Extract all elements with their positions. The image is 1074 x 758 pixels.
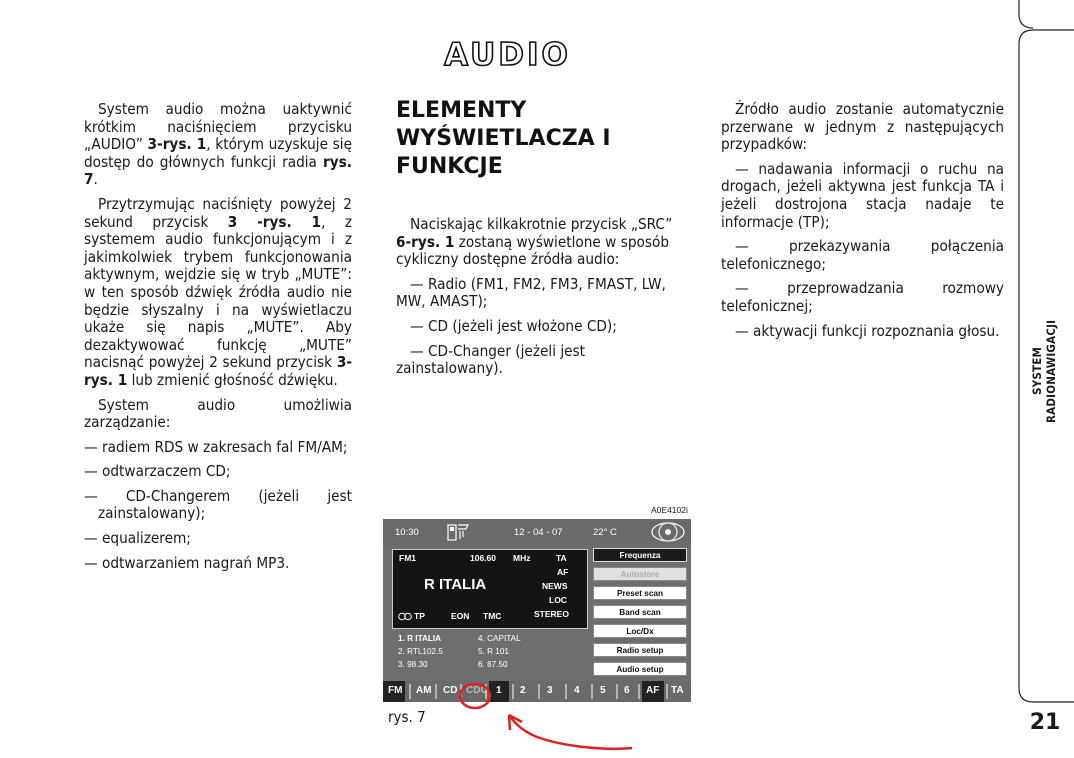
- menu-audio-setup[interactable]: Audio setup: [593, 662, 687, 676]
- list-item: — CD-Changer (jeżeli jest zainstalowany).: [396, 341, 586, 378]
- preset-6[interactable]: 6: [624, 685, 630, 696]
- flag-tmc: TMC: [483, 611, 502, 621]
- frequency: 106.60: [470, 553, 496, 563]
- list-item: — equalizerem;: [84, 529, 191, 548]
- paragraph: Naciskając kilkakrotnie przycisk „SRC” 6-rys. 1 zostaną wyświetlone w sposób cykliczny dostępne źródła audio:: [396, 215, 673, 269]
- source-fm[interactable]: FM: [388, 685, 403, 696]
- menu-frequenza[interactable]: Frequenza: [593, 548, 687, 562]
- flag-loc: LOC: [549, 595, 567, 605]
- flag-af-button[interactable]: AF: [646, 685, 660, 696]
- figure-caption: rys. 7: [388, 708, 426, 726]
- preset-item[interactable]: 5. R 101: [478, 647, 509, 656]
- column-3: [721, 101, 1004, 347]
- menu-loc-dx[interactable]: Loc/Dx: [593, 624, 687, 638]
- frequency-unit: MHz: [513, 553, 531, 563]
- list-item: — CD-Changerem (jeżeli jest zainstalowany);: [84, 486, 352, 523]
- preset-item[interactable]: 4. CAPITAL: [478, 634, 521, 643]
- column-1: [84, 101, 352, 579]
- list-item: — aktywacji funkcji rozpoznania głosu.: [735, 321, 1000, 340]
- preset-3[interactable]: 3: [547, 685, 553, 696]
- band: FM1: [399, 553, 416, 563]
- flag-stereo: STEREO: [534, 609, 569, 619]
- menu-autostore[interactable]: Autostore: [593, 567, 687, 581]
- menu-radio-setup[interactable]: Radio setup: [593, 643, 687, 657]
- preset-item[interactable]: 1. R ITALIA: [398, 634, 442, 643]
- source-cdc[interactable]: CDC: [466, 685, 488, 696]
- preset-item[interactable]: 2. RTL102.5: [398, 647, 443, 656]
- list-item: — odtwarzaczem CD;: [84, 462, 231, 481]
- flag-eon: EON: [451, 611, 470, 621]
- flag-news: NEWS: [542, 581, 568, 591]
- list-item: — CD (jeżeli jest włożone CD);: [410, 316, 617, 335]
- flag-af: AF: [557, 567, 569, 577]
- page-number: 21: [1029, 710, 1061, 735]
- list-item: — odtwarzaniem nagrań MP3.: [84, 553, 290, 572]
- section-label: SYSTEM RADIONAWIGACJI: [1030, 319, 1058, 423]
- station-name: R ITALIA: [424, 576, 487, 593]
- preset-1[interactable]: 1: [496, 685, 502, 696]
- cd-disc-icon: [650, 521, 686, 543]
- preset-4[interactable]: 4: [574, 685, 580, 696]
- tp-icon: [398, 612, 412, 621]
- flag-tp: TP: [414, 611, 425, 621]
- column-2: [396, 216, 680, 385]
- radio-display: [392, 549, 588, 629]
- source-am[interactable]: AM: [416, 685, 432, 696]
- paragraph: Źródło audio zostanie automatycznie przerwane w jednym z następujących przypadków:: [721, 100, 1004, 154]
- list-item: — Radio (FM1, FM2, FM3, FMAST, LW, MW, AMAST);: [396, 274, 666, 311]
- flag-ta-button[interactable]: TA: [671, 685, 684, 696]
- paragraph: System audio można uaktywnić krótkim naciśnięciem przycisku „AUDIO” 3-rys. 1, którym uzyskuje się dostęp do głównych funkcji radia rys. 7.: [84, 100, 352, 189]
- flag-ta: TA: [556, 553, 567, 563]
- list-item: — nadawania informacji o ruchu na drogach, jeżeli aktywna jest funkcja TA i jeżeli dostrojona stacja nadaje te informacje (TP);: [721, 159, 1004, 231]
- page-title: AUDIO: [444, 37, 571, 73]
- section-heading: ELEMENTY WYŚWIETLACZA I FUNKCJE: [396, 98, 611, 179]
- preset-item[interactable]: 6. 87.50: [478, 660, 508, 669]
- preset-item[interactable]: 3. 98.30: [398, 660, 428, 669]
- list-item: — radiem RDS w zakresach fal FM/AM;: [84, 437, 348, 456]
- red-annotation: [440, 675, 640, 755]
- menu-band-scan[interactable]: Band scan: [593, 605, 687, 619]
- clock: 10:30: [395, 527, 419, 538]
- paragraph: System audio umożliwia zarządzanie:: [84, 395, 352, 432]
- source-cd[interactable]: CD: [443, 685, 458, 696]
- temperature: 22° C: [593, 527, 617, 538]
- list-item: — przekazywania połączenia telefonicznego;: [721, 237, 1004, 273]
- preset-5[interactable]: 5: [600, 685, 606, 696]
- status-bar: [383, 519, 691, 545]
- preset-2[interactable]: 2: [520, 685, 526, 696]
- figure-code: A0E4102i: [651, 505, 688, 515]
- date: 12 - 04 - 07: [514, 527, 563, 538]
- menu-preset-scan[interactable]: Preset scan: [593, 586, 687, 600]
- phone-icon: [446, 521, 470, 543]
- list-item: — przeprowadzania rozmowy telefonicznej;: [721, 279, 1004, 315]
- paragraph: Przytrzymując naciśnięty powyżej 2 sekund przycisk 3 -rys. 1, z systemem audio funkcjonującym i z jakimkolwiek trybem funkcjonowania aktywnym, wejdzie się w tryb „MUTE”: w ten sposób dźwięk źródła audio nie będzie słyszalny i na wyświetlaczu ukaże się napis „MUTE”. Aby dezaktywować funkcję „MUTE” nacisnąć powyżej 2 sekund przycisk 3-rys. 1 lub zmienić głośność dźwięku.: [84, 194, 352, 389]
